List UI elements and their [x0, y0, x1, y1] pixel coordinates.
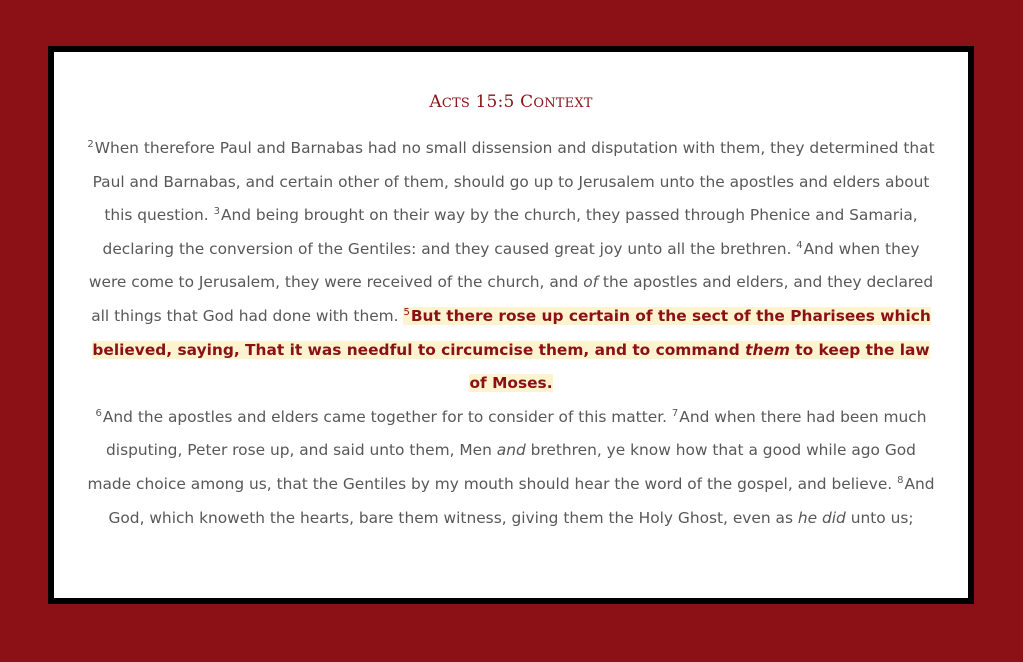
context-card — [48, 46, 974, 604]
verse-text: And God, which knoweth the hearts, bare them witness, giving them the Holy Ghost, even as — [108, 474, 935, 527]
title-reference: 15:5 — [469, 92, 521, 112]
verse-text: the apostles and elders, and they declared all things that God had done with them. — [91, 273, 934, 325]
verse-italic: of — [583, 273, 599, 292]
verse-text: unto us; — [845, 508, 914, 527]
title-word-rest: ONTEXT — [533, 96, 593, 111]
verse-text: When therefore Paul and Barnabas had no small dissension and disputation with them, they determined that Paul and Barnabas, and certain other of them, should go up to Jerusalem unto the apostles and elders about this question. — [92, 139, 935, 225]
verse-text: And the apostles and elders came together for to consider of this matter. — [102, 407, 672, 426]
verse-text: But there rose up certain of the sect of the Pharisees which believed, saying, That it was needful to circumcise them, and to command — [92, 306, 931, 359]
verse-italic: he did — [797, 508, 846, 527]
verse-number: 3 — [213, 206, 220, 218]
title-initial: A — [429, 92, 442, 112]
verse-text: brethren, ye know how that a good while ago God made choice among us, that the Gentiles by my mouth should hear the word of the gospel, and believe. — [87, 441, 916, 493]
title-word-initial: C — [520, 92, 534, 112]
scripture-passage — [86, 132, 936, 535]
verse-text: to keep the law of Moses. — [469, 340, 930, 393]
verse-number: 4 — [796, 239, 803, 251]
verse-number: 7 — [671, 407, 679, 419]
verse-text: And when they were come to Jerusalem, they were received of the church, and — [88, 239, 920, 292]
page-title — [54, 92, 968, 112]
verse-number: 8 — [897, 474, 904, 486]
verse-text: And being brought on their way by the church, they passed through Phenice and Samaria, declaring the conversion of the Gentiles: and they caused great joy unto all the brethren. — [102, 206, 918, 258]
verse-italic: and — [496, 441, 526, 460]
verse-text: And when there had been much disputing, Peter rose up, and said unto them, Men — [106, 407, 927, 460]
title-book-rest: CTS — [441, 96, 470, 111]
verse-italic: them — [745, 340, 790, 359]
verse-number: 6 — [95, 407, 102, 419]
verse-number: 2 — [87, 139, 94, 150]
verse-number: 5 — [403, 306, 410, 318]
